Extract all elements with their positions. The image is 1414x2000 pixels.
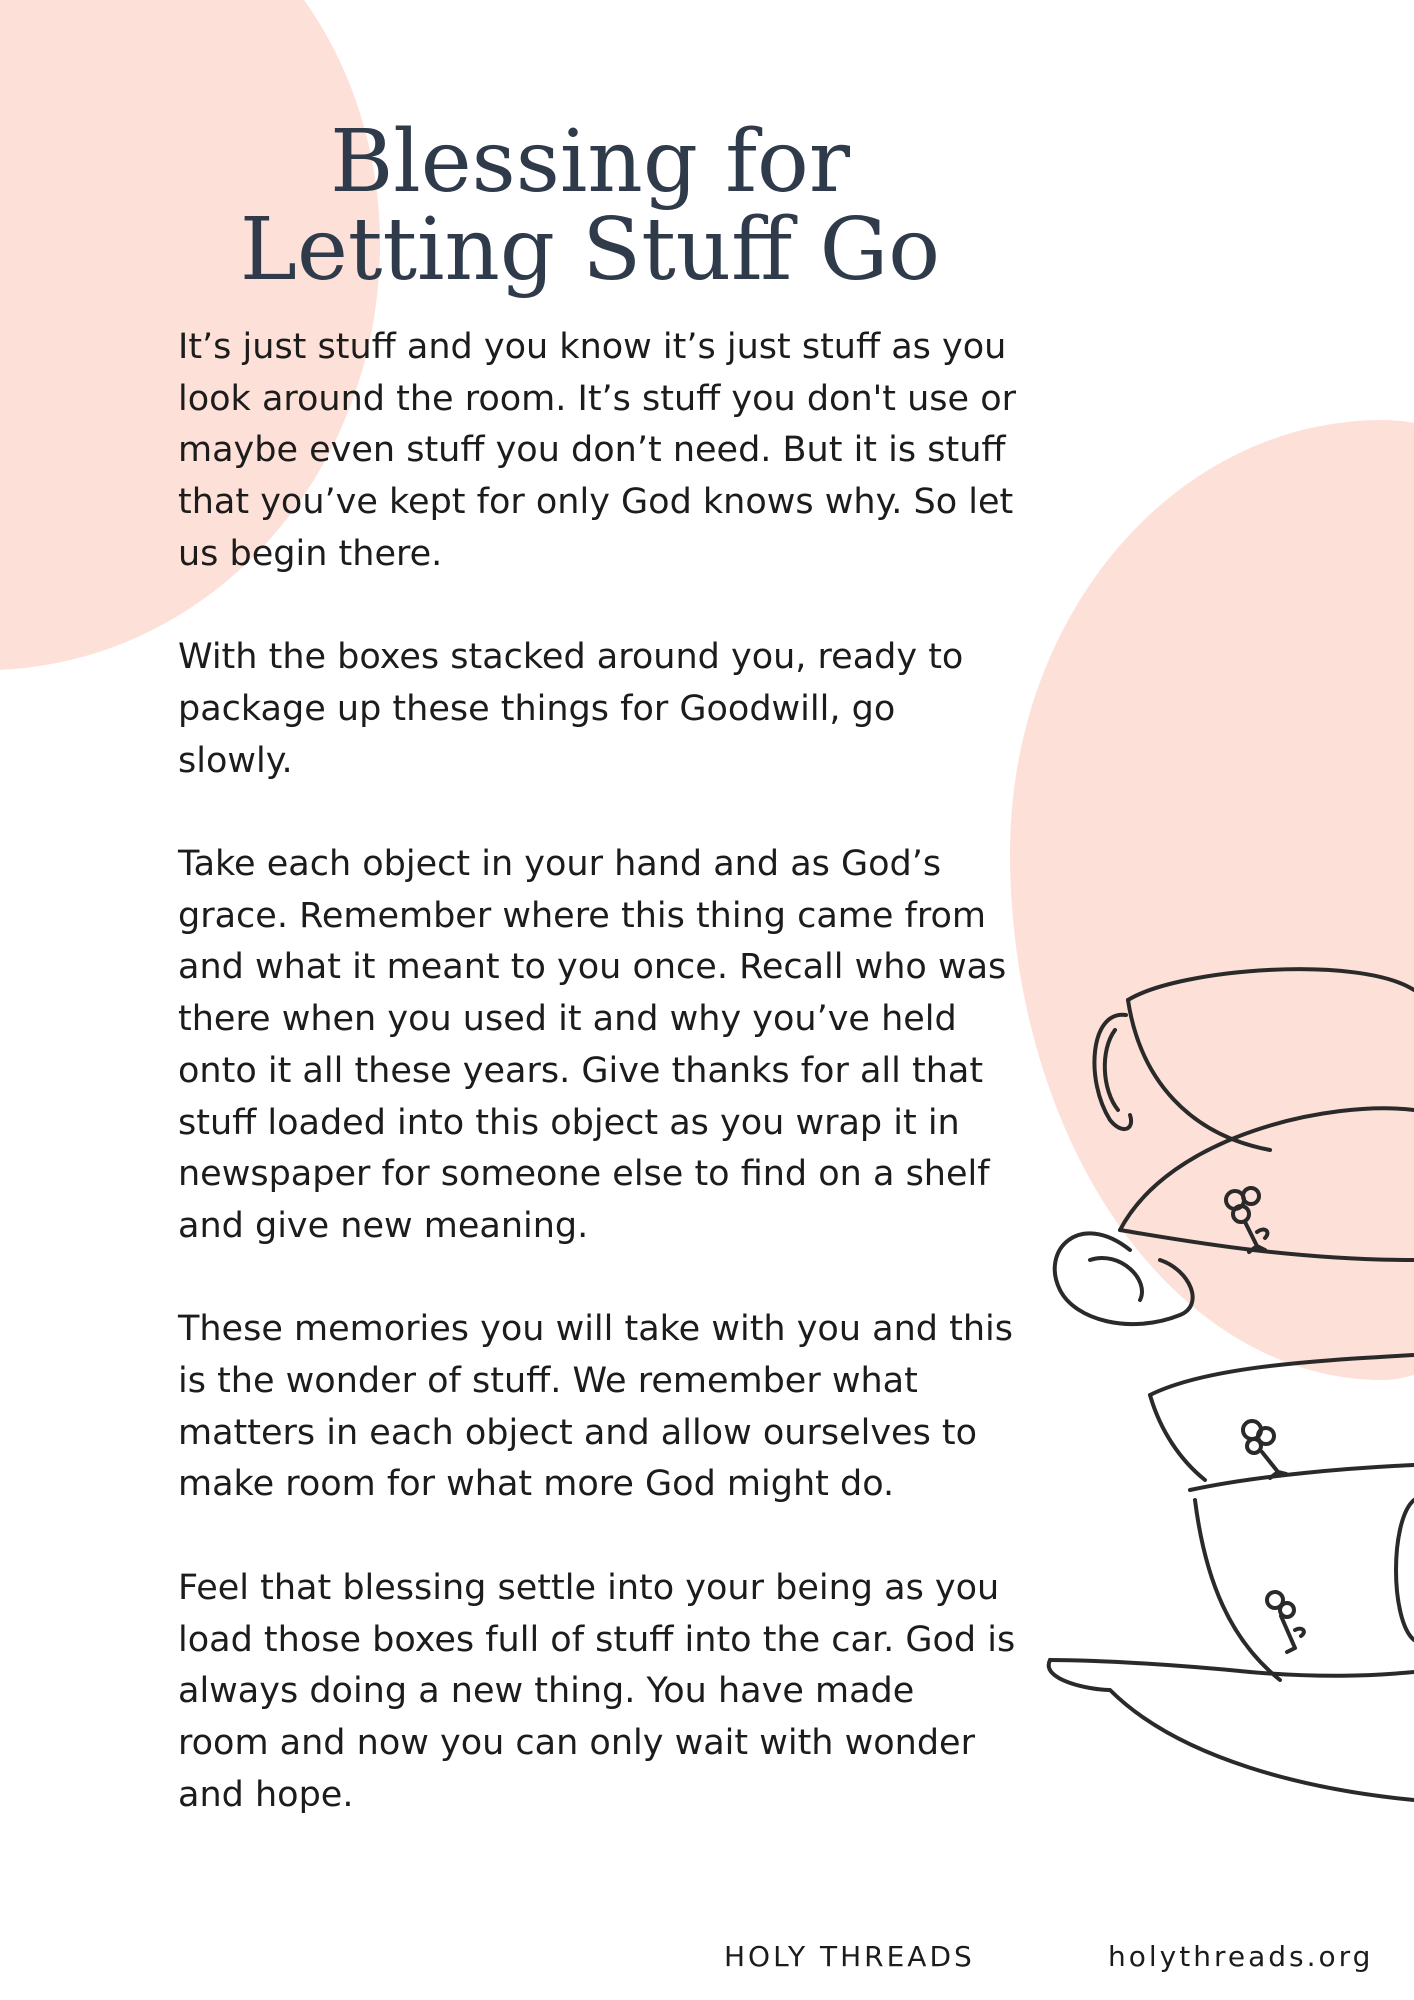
text-line: and what it meant to you once. Recall who was bbox=[178, 947, 1007, 988]
text-line: With the boxes stacked around you, ready to bbox=[178, 637, 964, 678]
text-line: that you’ve kept for only God knows why. So let bbox=[178, 482, 1014, 523]
title-line-2: Letting Stuff Go bbox=[239, 200, 941, 300]
text-line: and hope. bbox=[178, 1774, 354, 1815]
page-title bbox=[160, 112, 1020, 300]
paragraph bbox=[178, 839, 1078, 1253]
text-line: Take each object in your hand and as God’s bbox=[178, 844, 942, 884]
text-line: load those boxes full of stuff into the car. God is bbox=[178, 1619, 1016, 1660]
text-line: room and now you can only wait with wonder bbox=[178, 1722, 975, 1763]
text-line: stuff loaded into this object as you wrap it in bbox=[178, 1102, 960, 1143]
footer-url: holythreads.org bbox=[1108, 1940, 1374, 1973]
paragraph bbox=[178, 1304, 1078, 1511]
text-line: us begin there. bbox=[178, 533, 443, 574]
text-line: there when you used it and why you’ve held bbox=[178, 999, 957, 1040]
text-line: is the wonder of stuff. We remember what bbox=[178, 1361, 918, 1402]
text-line: make room for what more God might do. bbox=[178, 1464, 895, 1505]
text-line: It’s just stuff and you know it’s just stuff as you bbox=[178, 327, 1007, 367]
paragraph bbox=[178, 322, 1078, 581]
text-line: newspaper for someone else to find on a shelf bbox=[178, 1154, 990, 1195]
blessing-text bbox=[178, 322, 1078, 1873]
text-line: grace. Remember where this thing came from bbox=[178, 895, 987, 936]
text-line: Feel that blessing settle into your being as you bbox=[178, 1567, 1000, 1608]
text-line: onto it all these years. Give thanks for all that bbox=[178, 1050, 984, 1091]
title-line-1: Blessing for bbox=[330, 112, 850, 212]
text-line: slowly. bbox=[178, 740, 293, 781]
stacked-teacups-icon bbox=[1030, 960, 1414, 1850]
text-line: maybe even stuff you don’t need. But it is stuff bbox=[178, 430, 1006, 471]
text-line: These memories you will take with you and this bbox=[178, 1309, 1013, 1350]
text-line: look around the room. It’s stuff you don't use or bbox=[178, 378, 1017, 419]
footer-brand: HOLY THREADS bbox=[724, 1940, 975, 1973]
text-line: package up these things for Goodwill, go bbox=[178, 688, 896, 729]
paragraph bbox=[178, 632, 1078, 787]
paragraph bbox=[178, 1563, 1078, 1822]
text-line: and give new meaning. bbox=[178, 1205, 589, 1246]
text-line: always doing a new thing. You have made bbox=[178, 1671, 915, 1712]
text-line: matters in each object and allow ourselves to bbox=[178, 1412, 978, 1453]
